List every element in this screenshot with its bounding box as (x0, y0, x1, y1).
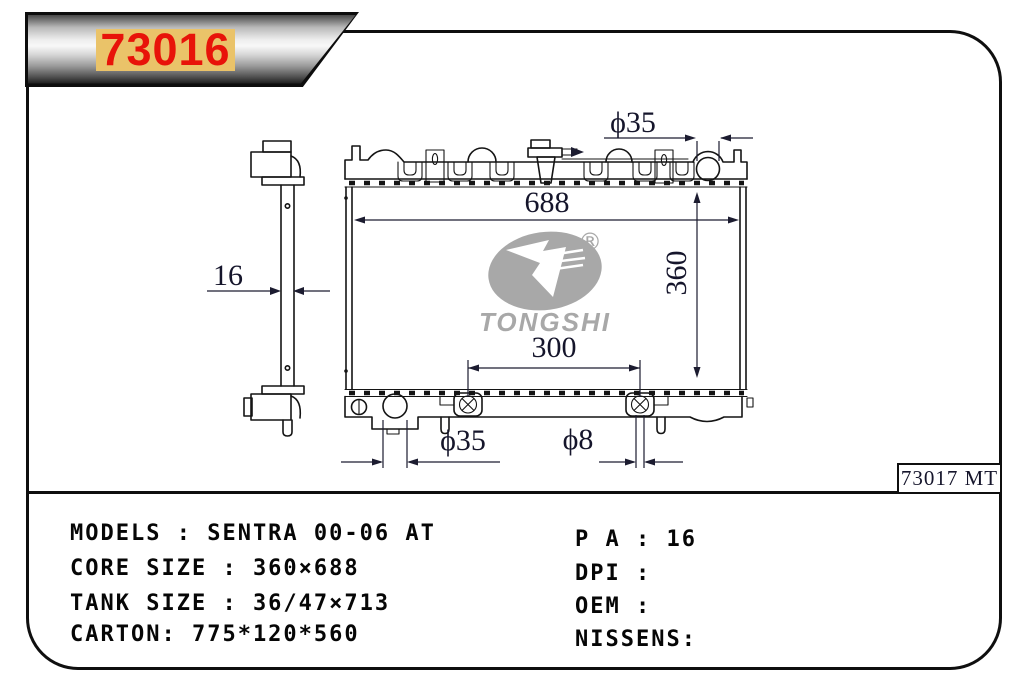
brand-watermark (479, 224, 611, 337)
part-number-banner (25, 12, 359, 87)
dim-core-width-label: 688 (524, 186, 570, 219)
spec-carton: CARTON: 775*120*560 (70, 622, 360, 647)
part-number: 73016 (100, 24, 231, 75)
dim-core-thickness (207, 259, 330, 295)
dim-core-thickness-label: 16 (213, 259, 243, 292)
dim-pin-hole-diameter-label: ϕ8 (562, 423, 594, 456)
dim-mount-pin-spacing-label: 300 (531, 331, 577, 364)
part-number-badge (96, 24, 235, 75)
tank-humps (468, 148, 632, 162)
spec-nissens: NISSENS: (575, 627, 697, 652)
spec-dpi: DPI : (575, 561, 652, 586)
outlet-port (383, 394, 407, 418)
spec-oem: OEM : (575, 594, 652, 619)
spec-pa: P A : 16 (575, 527, 697, 552)
dim-inlet-diameter (604, 106, 753, 161)
dim-core-width (354, 186, 739, 224)
dim-outlet-diameter (341, 420, 500, 468)
dim-inlet-diameter-label: ϕ35 (610, 106, 656, 139)
registered-trademark-icon: ® (578, 228, 602, 256)
dim-outlet-diameter-label: ϕ35 (440, 424, 486, 457)
spec-core-size: CORE SIZE : 360×688 (70, 556, 360, 581)
dim-mount-pin-spacing (468, 331, 640, 397)
mount-pin-right (626, 393, 668, 434)
reference-number-box: 73017 MT (897, 463, 1002, 494)
inlet-port (697, 158, 720, 181)
watermark-brand-text: TONGSHI (479, 307, 611, 337)
spec-tank-size: TANK SIZE : 36/47×713 (70, 591, 391, 616)
spec-models: MODELS : SENTRA 00-06 AT (70, 521, 436, 546)
dim-core-height-label: 360 (660, 250, 693, 296)
